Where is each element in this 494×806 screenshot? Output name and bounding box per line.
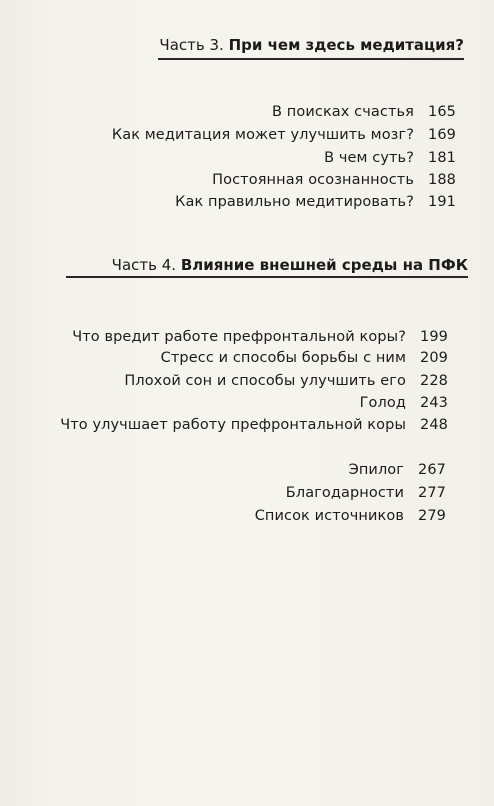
toc-entry-page: 243 — [420, 395, 448, 411]
part-4-number: Часть 4. — [111, 256, 177, 274]
toc-entry-label: Как медитация может улучшить мозг? — [111, 127, 414, 143]
part-3-title: При чем здесь медитация? — [228, 36, 464, 54]
toc-entry-page: 279 — [418, 508, 446, 524]
toc-entry-label: В чем суть? — [324, 150, 414, 166]
toc-entry-label: Что вредит работе префронтальной коры? — [72, 329, 406, 345]
toc-entry[interactable] — [112, 127, 456, 143]
toc-entry-label: Голод — [359, 395, 406, 411]
toc-entry-page: 188 — [428, 172, 456, 188]
toc-entry[interactable] — [161, 350, 448, 366]
toc-entry[interactable] — [175, 194, 456, 210]
toc-entry[interactable] — [272, 104, 456, 120]
toc-entry-page: 267 — [418, 462, 446, 478]
toc-entry-label: Благодарности — [285, 485, 404, 501]
toc-entry[interactable] — [60, 417, 448, 433]
toc-entry-label: Плохой сон и способы улучшить его — [124, 373, 406, 389]
toc-entry-label: Как правильно медитировать? — [175, 194, 414, 210]
toc-entry-page: 228 — [420, 373, 448, 389]
part-3-rule — [158, 58, 464, 60]
toc-entry[interactable] — [72, 329, 448, 345]
part-3-heading — [159, 36, 464, 54]
toc-entry[interactable] — [212, 172, 456, 188]
toc-entry[interactable] — [286, 485, 446, 501]
toc-entry[interactable] — [360, 395, 448, 411]
part-4-title: Влияние внешней среды на ПФК — [180, 256, 468, 274]
toc-entry-page: 209 — [420, 350, 448, 366]
toc-entry-page: 199 — [420, 329, 448, 345]
toc-entry-label: Список источников — [254, 508, 404, 524]
toc-entry-page: 248 — [420, 417, 448, 433]
part-4-heading — [112, 256, 468, 274]
toc-entry-page: 165 — [428, 104, 456, 120]
toc-entry-label: Постоянная осознанность — [212, 172, 414, 188]
toc-entry[interactable] — [255, 508, 446, 524]
part-3-number: Часть 3. — [159, 36, 224, 54]
toc-entry[interactable] — [124, 373, 448, 389]
toc-entry-page: 181 — [428, 150, 456, 166]
toc-entry-label: Стресс и способы борьбы с ним — [160, 350, 406, 366]
toc-entry-label: В поисках счастья — [272, 104, 414, 120]
toc-entry[interactable] — [349, 462, 446, 478]
toc-entry-label: Что улучшает работу префронтальной коры — [60, 417, 406, 433]
toc-entry-page: 191 — [428, 194, 456, 210]
toc-entry-page: 277 — [418, 485, 446, 501]
toc-entry-page: 169 — [428, 127, 456, 143]
toc-entry-label: Эпилог — [348, 462, 404, 478]
part-4-rule — [66, 276, 468, 278]
toc-entry[interactable] — [324, 150, 456, 166]
